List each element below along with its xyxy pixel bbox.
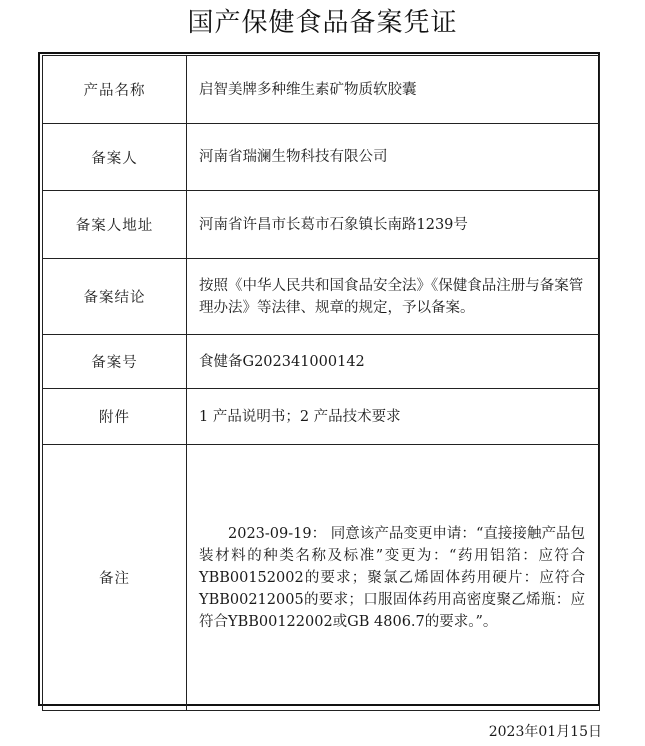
table-row-conclusion bbox=[43, 259, 600, 335]
registrant-label: 备案人 bbox=[43, 124, 187, 191]
registrant-address-label: 备案人地址 bbox=[43, 191, 187, 259]
registration-number-value: 食健备G202341000142 bbox=[187, 335, 600, 389]
page-title: 国产保健食品备案凭证 bbox=[187, 8, 458, 38]
conclusion-label: 备案结论 bbox=[43, 259, 187, 335]
conclusion-value: 按照《中华人民共和国食品安全法》《保健食品注册与备案管理办法》等法律、规章的规定，予以备案。 bbox=[187, 259, 600, 335]
product-name-label: 产品名称 bbox=[43, 56, 187, 124]
attachments-value: 1 产品说明书；2 产品技术要求 bbox=[187, 389, 600, 445]
table-row-registrant-address bbox=[43, 191, 600, 259]
attachments-label: 附件 bbox=[43, 389, 187, 445]
table-row-registrant bbox=[43, 124, 600, 191]
product-name-value: 启智美牌多种维生素矿物质软胶囊 bbox=[187, 56, 600, 124]
certificate-table bbox=[42, 55, 600, 711]
registrant-address-value: 河南省许昌市长葛市石象镇长南路1239号 bbox=[187, 191, 600, 259]
table-row-product-name bbox=[43, 56, 600, 124]
issue-date: 2023年01月15日 bbox=[488, 724, 602, 740]
table-row-remarks bbox=[43, 445, 600, 711]
table-row-attachments bbox=[43, 389, 600, 445]
registrant-value: 河南省瑞澜生物科技有限公司 bbox=[187, 124, 600, 191]
remarks-label: 备注 bbox=[43, 445, 187, 711]
registration-number-label: 备案号 bbox=[43, 335, 187, 389]
table-row-registration-number bbox=[43, 335, 600, 389]
remarks-value: 2023-09-19： 同意该产品变更申请：“直接接触产品包装材料的种类名称及标准”变更为：“药用铝箔：应符合YBB00152002的要求；聚氯乙烯固体药用硬片：应符合YBB00212005的要求；口服固体药用高密度聚乙烯瓶：应符合YBB00122002或GB 4806.7的要求。”。 bbox=[187, 445, 600, 711]
